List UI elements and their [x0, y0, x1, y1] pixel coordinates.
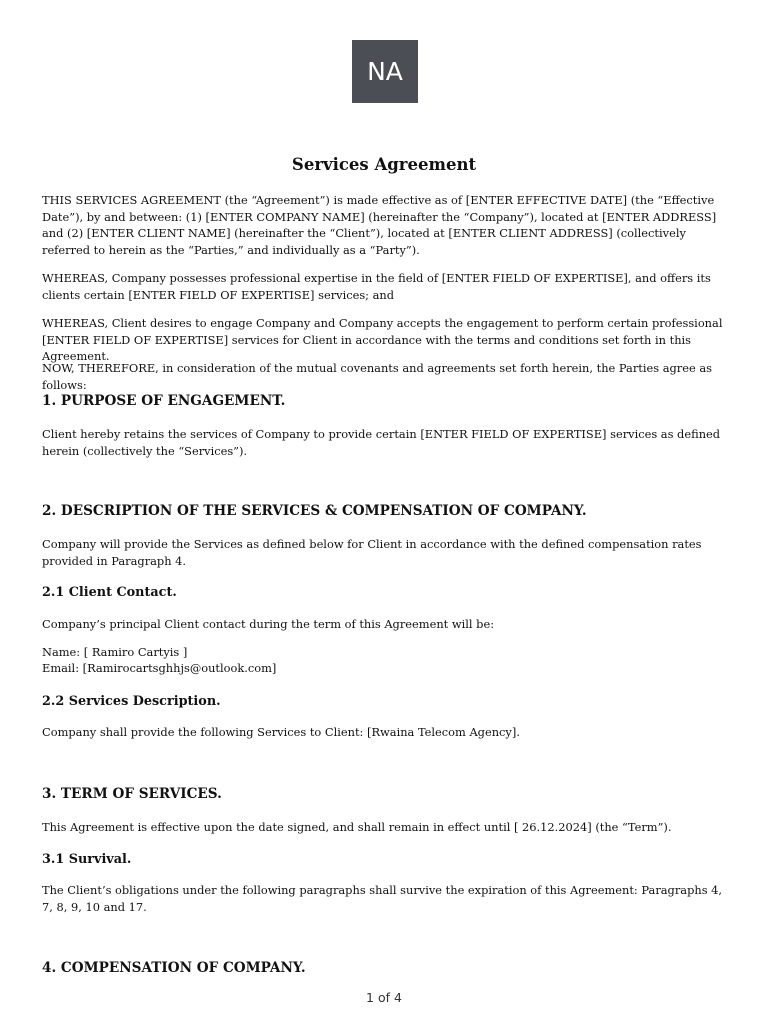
section-2-2-heading: 2.2 Services Description.	[42, 694, 221, 709]
whereas-paragraph-1: WHEREAS, Company possesses professional expertise in the field of [ENTER FIELD OF EXPERTISE], and offers its clients certain [ENTER FIELD OF EXPERTISE] services; and	[42, 271, 711, 302]
company-logo	[352, 40, 418, 103]
section-3-1-body: The Client’s obligations under the following paragraphs shall survive the expiration of this Agreement: Paragraphs 4, 7, 8, 9, 10 and 17.	[42, 883, 723, 914]
document-title: Services Agreement	[291, 155, 477, 174]
section-1-heading: 1. PURPOSE OF ENGAGEMENT.	[42, 393, 286, 409]
section-3-body: This Agreement is effective upon the date signed, and shall remain in effect until [ 26.12.2024] (the “Term”).	[42, 820, 672, 834]
now-therefore-paragraph: NOW, THEREFORE, in consideration of the mutual covenants and agreements set forth herein, the Parties agree as follows:	[42, 361, 712, 392]
page-indicator: 1 of 4	[366, 990, 402, 1005]
section-2-1-body: Company’s principal Client contact during the term of this Agreement will be:	[42, 617, 495, 631]
section-2-body: Company will provide the Services as defined below for Client in accordance with the defined compensation rates provided in Paragraph 4.	[42, 537, 702, 568]
section-4-heading: 4. COMPENSATION OF COMPANY.	[42, 960, 306, 976]
client-contact-name: Name: [ Ramiro Cartyis ]	[42, 645, 188, 659]
section-1-body: Client hereby retains the services of Company to provide certain [ENTER FIELD OF EXPERTISE] services as defined herein (collectively the “Services”).	[42, 427, 721, 458]
whereas-paragraph-2: WHEREAS, Client desires to engage Company and Company accepts the engagement to perform certain professional [ENTER FIELD OF EXPERTISE] services for Client in accordance with the terms and conditions set forth in this Agreement.	[42, 316, 723, 363]
section-3-1-heading: 3.1 Survival.	[42, 852, 132, 867]
section-2-heading: 2. DESCRIPTION OF THE SERVICES & COMPENSATION OF COMPANY.	[42, 503, 587, 519]
client-contact-email: Email: [Ramirocartsghhjs@outlook.com]	[42, 661, 277, 675]
section-2-2-body: Company shall provide the following Services to Client: [Rwaina Telecom Agency].	[42, 725, 520, 739]
section-3-heading: 3. TERM OF SERVICES.	[42, 786, 222, 802]
logo-initials: NA	[367, 57, 403, 86]
section-2-1-heading: 2.1 Client Contact.	[42, 585, 177, 600]
intro-paragraph: THIS SERVICES AGREEMENT (the “Agreement”) is made effective as of [ENTER EFFECTIVE DATE] (the “Effective Date”), by and between: (1) [ENTER COMPANY NAME] (hereinafter the “Company”), located at [ENTER ADDRESS] and (2) [ENTER CLIENT NAME] (hereinafter the “Client”), located at [ENTER CLIENT ADDRESS] (collectively referred to herein as the “Parties,” and individually as a “Party”).	[42, 193, 717, 257]
